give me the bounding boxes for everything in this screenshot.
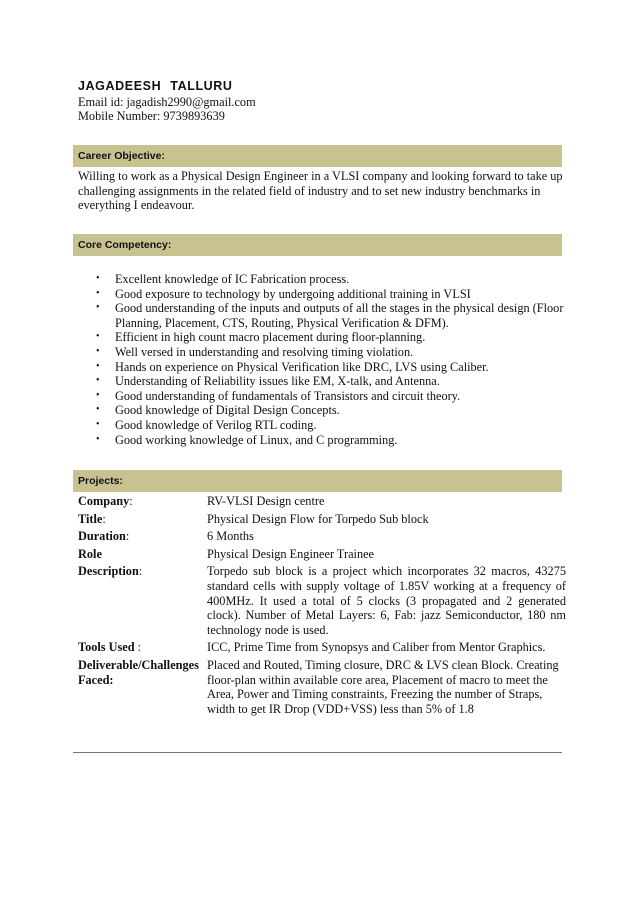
project-row: [78, 658, 566, 719]
project-field-value: Physical Design Engineer Trainee: [207, 546, 375, 561]
bullet-icon: •: [96, 360, 100, 372]
project-row: [78, 529, 566, 547]
projects-heading: Projects:: [73, 470, 562, 492]
project-field-label: [78, 547, 207, 565]
project-field-value: Placed and Routed, Timing closure, DRC & LVS clean Block. Creating floor-plan within available core area, Placement of macro to meet the Area, Power and Timing constraints, Freezing the number of Straps, width to get IR Drop (VDD+VSS) less than 5% of 1.8: [207, 657, 559, 716]
project-field-label-text: Duration: [78, 529, 126, 544]
project-field-label-text: Tools Used: [78, 640, 135, 655]
competency-item: [78, 287, 564, 302]
career-objective-text: Willing to work as a Physical Design Engineer in a VLSI company and looking forward to take up challenging assignments in the related field of industry and to set new industry benchmarks in everything I endeavour.: [78, 169, 563, 213]
bullet-icon: •: [96, 331, 100, 343]
competency-item-text: Understanding of Reliability issues like EM, X-talk, and Antenna.: [115, 374, 440, 389]
bullet-icon: •: [96, 287, 100, 299]
bullet-icon: •: [96, 404, 100, 416]
bullet-icon: •: [96, 433, 100, 445]
competency-item-text: Good working knowledge of Linux, and C programming.: [115, 432, 398, 447]
project-field-label-text: Title: [78, 511, 103, 526]
competency-item: [78, 418, 564, 433]
project-field-label: [78, 529, 207, 547]
candidate-name: JAGADEESH TALLURU: [78, 79, 233, 93]
project-field-value: Torpedo sub block is a project which incorporates 32 macros, 43275 standard cells with supply voltage of 1.85V working at a frequency of 400MHz. It used a total of 5 clocks (3 propagated and 2 generated clock). Number of Metal Layers: 6, Fab: jazz Semiconductor, 180 nm technology node is used.: [207, 564, 566, 637]
competency-item: [78, 389, 564, 404]
project-field-value: ICC, Prime Time from Synopsys and Caliber from Mentor Graphics.: [207, 640, 546, 655]
header: [78, 79, 568, 124]
core-competency-list: [78, 272, 564, 447]
email-line: Email id: jagadish2990@gmail.com: [78, 94, 256, 109]
project-field-label: [78, 564, 207, 640]
mobile-line: Mobile Number: 9739893639: [78, 109, 225, 124]
competency-item-text: Well versed in understanding and resolving timing violation.: [115, 344, 414, 359]
project-field-label: [78, 658, 207, 719]
bullet-icon: •: [96, 389, 100, 401]
project-row: [78, 512, 566, 530]
project-field-label: [78, 512, 207, 530]
project-row: [78, 640, 566, 658]
competency-item-text: Good knowledge of Digital Design Concepts.: [115, 403, 340, 418]
competency-item-text: Good understanding of fundamentals of Transistors and circuit theory.: [115, 388, 461, 403]
project-field-label-text: Company: [78, 494, 130, 508]
competency-item: [78, 345, 564, 360]
competency-item-text: Good exposure to technology by undergoing additional training in VLSI: [115, 286, 471, 301]
bullet-icon: •: [96, 273, 100, 284]
project-field-label: [78, 494, 207, 512]
career-objective-heading: Career Objective:: [73, 145, 562, 167]
competency-item: [78, 272, 564, 287]
project-field-label-text: Description: [78, 564, 139, 579]
competency-item-text: Good knowledge of Verilog RTL coding.: [115, 417, 317, 432]
project-row: [78, 564, 566, 640]
competency-item: [78, 360, 564, 375]
competency-item: [78, 330, 564, 345]
competency-item-text: Good understanding of the inputs and outputs of all the stages in the physical design (Floor Planning, Placement, CTS, Routing, Physical Verification & DFM).: [115, 301, 564, 330]
project-details-table: [78, 494, 566, 719]
project-field-separator: :: [102, 511, 106, 526]
project-field-value: RV-VLSI Design centre: [207, 494, 325, 508]
bullet-icon: •: [96, 418, 100, 430]
project-field-separator: :: [138, 564, 143, 579]
project-field-value: Physical Design Flow for Torpedo Sub block: [207, 511, 429, 526]
project-field-label-text: Role: [78, 546, 102, 561]
project-field-separator: :: [134, 640, 142, 655]
competency-item: [78, 374, 564, 389]
competency-item-text: Hands on experience on Physical Verification like DRC, LVS using Caliber.: [115, 359, 489, 374]
project-field-label-text: Deliverable/Challenges Faced:: [78, 657, 199, 687]
competency-item: [78, 403, 564, 418]
competency-item-text: Efficient in high count macro placement during floor-planning.: [115, 330, 426, 345]
project-row: [78, 547, 566, 565]
project-field-separator: :: [129, 494, 133, 508]
bullet-icon: •: [96, 302, 100, 314]
project-field-separator: :: [125, 529, 130, 544]
project-field-value: 6 Months: [207, 529, 254, 544]
project-field-label: [78, 640, 207, 658]
bullet-icon: •: [96, 375, 100, 387]
bullet-icon: •: [96, 345, 100, 357]
bottom-divider: [73, 752, 562, 753]
project-row: [78, 494, 566, 512]
competency-item-text: Excellent knowledge of IC Fabrication process.: [115, 272, 350, 286]
competency-item: [78, 301, 564, 330]
competency-item: [78, 433, 564, 448]
core-competency-heading: Core Competency:: [73, 234, 562, 256]
